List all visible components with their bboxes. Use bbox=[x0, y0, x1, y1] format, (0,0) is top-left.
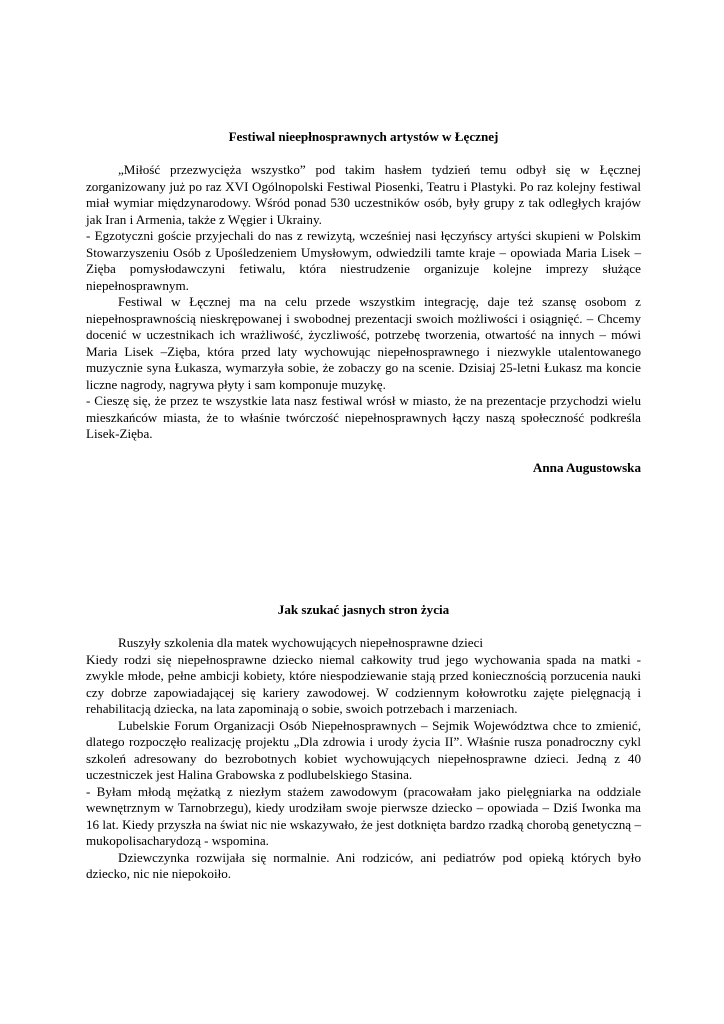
article-festival bbox=[86, 128, 641, 476]
paragraph: Kiedy rodzi się niepełnosprawne dziecko niemal całkowity trud jego wychowania spada na matki - zwykle młode, pełne ambicji kobiety, które niespodziewanie stają przed koniecznością porzucenia nauki czy dobrze zapowiadającej się kariery zawodowej. W codziennym kołowrotku zajęte pielęgnacją i rehabilitacją dziecka, na lata zapominają o sobie, swoich potrzebach i marzeniach. bbox=[86, 651, 641, 716]
article-bright-side bbox=[86, 601, 641, 883]
paragraph: Dziewczynka rozwijała się normalnie. Ani rodziców, ani pediatrów pod opieką których było dziecko, nic nie niepokoiło. bbox=[86, 849, 641, 881]
paragraph: - Egzotyczni goście przyjechali do nas z rewizytą, wcześniej nasi łęczyńscy artyści skupieni w Polskim Stowarzyszeniu Osób z Upośledzeniem Umysłowym, odwiedzili tamte kraje – opowiada Maria Lisek – Zięba pomysłodawczyni fetiwalu, która niestrudzenie organizuje kolejne imprezy służące niepełnosprawnym. bbox=[86, 228, 641, 293]
paragraph: - Cieszę się, że przez te wszystkie lata nasz festiwal wrósł w miasto, że na prezentacje przychodzi wielu mieszkańców miasta, że to właśnie twórczość niepełnosprawnych łączy naszą społeczność podkreśla Lisek-Zięba. bbox=[86, 393, 641, 441]
article-title: Festiwal nieepłnosprawnych artystów w Łęcznej bbox=[228, 129, 499, 144]
paragraph: Festiwal w Łęcznej ma na celu przede wszystkim integrację, daje też szansę osobom z niepełnosprawnością nieskrępowanej i swobodnej prezentacji swoich możliwości i osiągnięć. – Chcemy docenić w uczestnikach ich wrażliwość, życzliwość, potrzebę tworzenia, otwartość na innych – mówi Maria Lisek –Zięba, która przed laty wychowując niepełnosprawnego i niezwykle utalentowanego muzycznie syna Łukasza, wymarzyła sobie, że zobaczy go na scenie. Dzisiaj 25-letni Łukasz ma koncie liczne nagrody, nagrywa płyty i sam komponuje muzykę. bbox=[86, 294, 641, 392]
paragraph: „Miłość przezwycięża wszystko” pod takim hasłem tydzień temu odbył się w Łęcznej zorganizowany już po raz XVI Ogólnopolski Festiwal Piosenki, Teatru i Plastyki. Po raz kolejny festiwal miał wymiar międzynarodowy. Wśród ponad 530 uczestników osób, były grupy z tak odległych krajów jak Iran i Armenia, także z Węgier i Ukrainy. bbox=[86, 162, 641, 227]
article-author: Anna Augustowska bbox=[532, 459, 641, 475]
paragraph: - Byłam młodą mężatką z niezłym stażem zawodowym (pracowałam jako pielęgniarka na oddziale wewnętrznym w Tarnobrzegu), kiedy urodziłam swoje pierwsze dziecko – opowiada – Dziś Iwonka ma 16 lat. Kiedy przyszła na świat nic nie wskazywało, że jest dotknięta bardzo rzadką chorobą genetyczną – mukopolisacharydozą - wspomina. bbox=[86, 783, 641, 848]
paragraph: Lubelskie Forum Organizacji Osób Niepełnosprawnych – Sejmik Województwa chce to zmienić, dlatego rozpoczęło realizację projektu „Dla zdrowia i urody życia II”. Właśnie rusza ponadroczny cykl szkoleń adresowany do bezrobotnych kobiet wychowujących niepełnosprawne dzieci. Jedną z 40 uczestniczek jest Halina Grabowska z podlubelskiego Stasina. bbox=[86, 717, 641, 782]
article-title: Jak szukać jasnych stron życia bbox=[277, 602, 450, 617]
article-lead: Ruszyły szkolenia dla matek wychowujących niepełnosprawne dzieci bbox=[118, 635, 484, 650]
